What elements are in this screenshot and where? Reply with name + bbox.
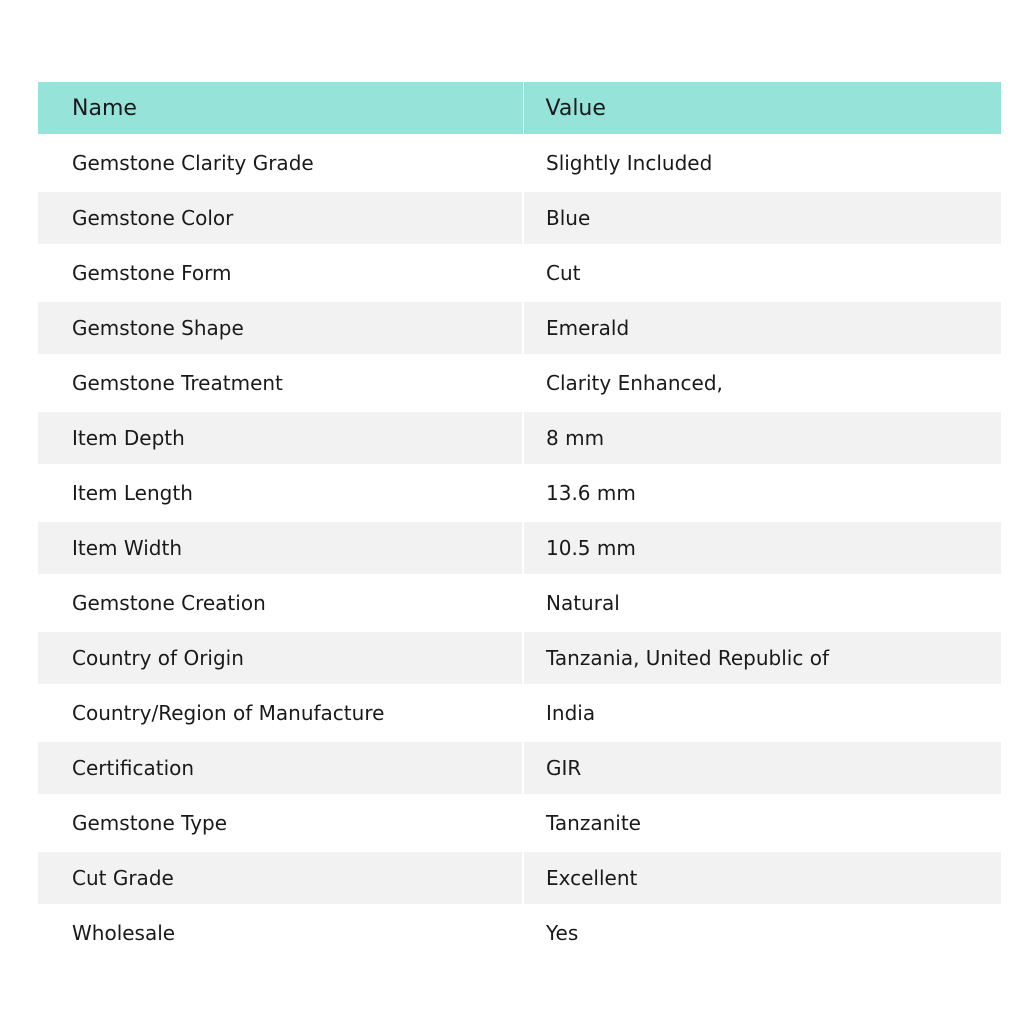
table-row bbox=[38, 302, 1001, 354]
table-row bbox=[38, 464, 1001, 522]
row-name-cell: Gemstone Clarity Grade bbox=[38, 134, 523, 192]
row-name-cell: Wholesale bbox=[38, 904, 523, 962]
row-value-cell: Tanzania, United Republic of bbox=[546, 646, 829, 670]
row-name-cell: Gemstone Type bbox=[38, 794, 523, 852]
row-name-cell: Gemstone Shape bbox=[38, 302, 523, 354]
table-header-row bbox=[38, 82, 1001, 134]
row-value-cell: Natural bbox=[546, 591, 620, 615]
row-name-cell: Cut Grade bbox=[38, 852, 523, 904]
row-name-cell: Gemstone Color bbox=[38, 192, 523, 244]
row-name-cell: Country of Origin bbox=[38, 632, 523, 684]
row-value-cell: Excellent bbox=[546, 866, 638, 890]
table-row bbox=[38, 354, 1001, 412]
table-row bbox=[38, 904, 1001, 962]
table-row bbox=[38, 794, 1001, 852]
row-value-cell: Emerald bbox=[546, 316, 630, 340]
table-body bbox=[38, 134, 1001, 962]
row-value-cell: 13.6 mm bbox=[546, 481, 636, 505]
table-row bbox=[38, 522, 1001, 574]
column-header-name: Name bbox=[38, 82, 523, 134]
table-row bbox=[38, 742, 1001, 794]
row-value-cell: 10.5 mm bbox=[546, 536, 636, 560]
table-row bbox=[38, 852, 1001, 904]
row-name-cell: Certification bbox=[38, 742, 523, 794]
row-value-cell: Cut bbox=[546, 261, 581, 285]
row-name-cell: Item Length bbox=[38, 464, 523, 522]
table-row bbox=[38, 134, 1001, 192]
row-value-cell: Slightly Included bbox=[546, 151, 713, 175]
row-name-cell: Item Depth bbox=[38, 412, 523, 464]
row-value-cell: GIR bbox=[546, 756, 582, 780]
row-name-cell: Gemstone Treatment bbox=[38, 354, 523, 412]
row-value-cell: India bbox=[546, 701, 596, 725]
row-name-cell: Gemstone Form bbox=[38, 244, 523, 302]
row-value-cell: 8 mm bbox=[546, 426, 605, 450]
table-row bbox=[38, 574, 1001, 632]
row-value-cell: Yes bbox=[546, 921, 579, 945]
row-name-cell: Item Width bbox=[38, 522, 523, 574]
table-row bbox=[38, 192, 1001, 244]
table-row bbox=[38, 632, 1001, 684]
row-name-cell: Country/Region of Manufacture bbox=[38, 684, 523, 742]
row-value-cell: Clarity Enhanced, bbox=[546, 371, 723, 395]
row-value-cell: Tanzanite bbox=[546, 811, 641, 835]
table-row bbox=[38, 412, 1001, 464]
table-row bbox=[38, 244, 1001, 302]
item-specifics-table bbox=[38, 82, 1001, 962]
row-name-cell: Gemstone Creation bbox=[38, 574, 523, 632]
column-header-value: Value bbox=[545, 95, 606, 121]
table-row bbox=[38, 684, 1001, 742]
row-value-cell: Blue bbox=[546, 206, 591, 230]
